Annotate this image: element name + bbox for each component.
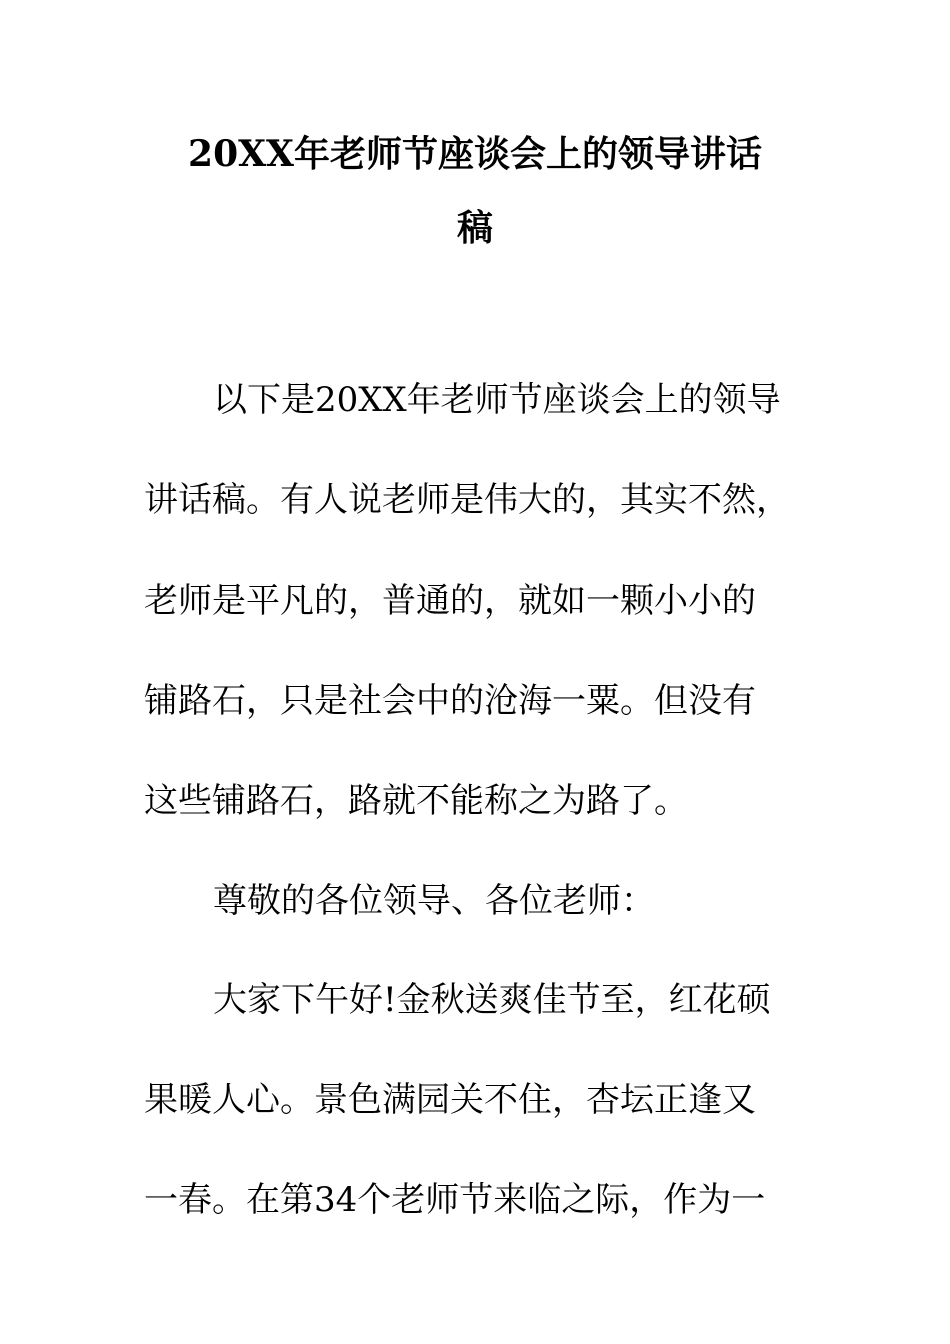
document-title-line-2: 稿 <box>456 207 493 249</box>
paragraph-line: 老师是平凡的，普通的，就如一颗小小的 <box>144 581 756 621</box>
paragraph-line: 讲话稿。有人说老师是伟大的，其实不然， <box>144 480 790 520</box>
paragraph-line: 铺路石，只是社会中的沧海一粟。但没有 <box>144 681 756 721</box>
paragraph-line: 这些铺路石，路就不能称之为路了。 <box>144 781 688 821</box>
paragraph-line: 一春。在第34个老师节来临之际，作为一 <box>144 1180 766 1220</box>
paragraph-line: 以下是20XX年老师节座谈会上的领导 <box>213 380 781 420</box>
salutation-line: 尊敬的各位领导、各位老师： <box>213 881 655 921</box>
paragraph-line: 果暖人心。景色满园关不住，杏坛正逢又 <box>144 1080 756 1120</box>
paragraph-line: 大家下午好!金秋送爽佳节至，红花硕 <box>213 980 771 1020</box>
document-title-line-1: 20XX年老师节座谈会上的领导讲话 <box>188 133 762 175</box>
